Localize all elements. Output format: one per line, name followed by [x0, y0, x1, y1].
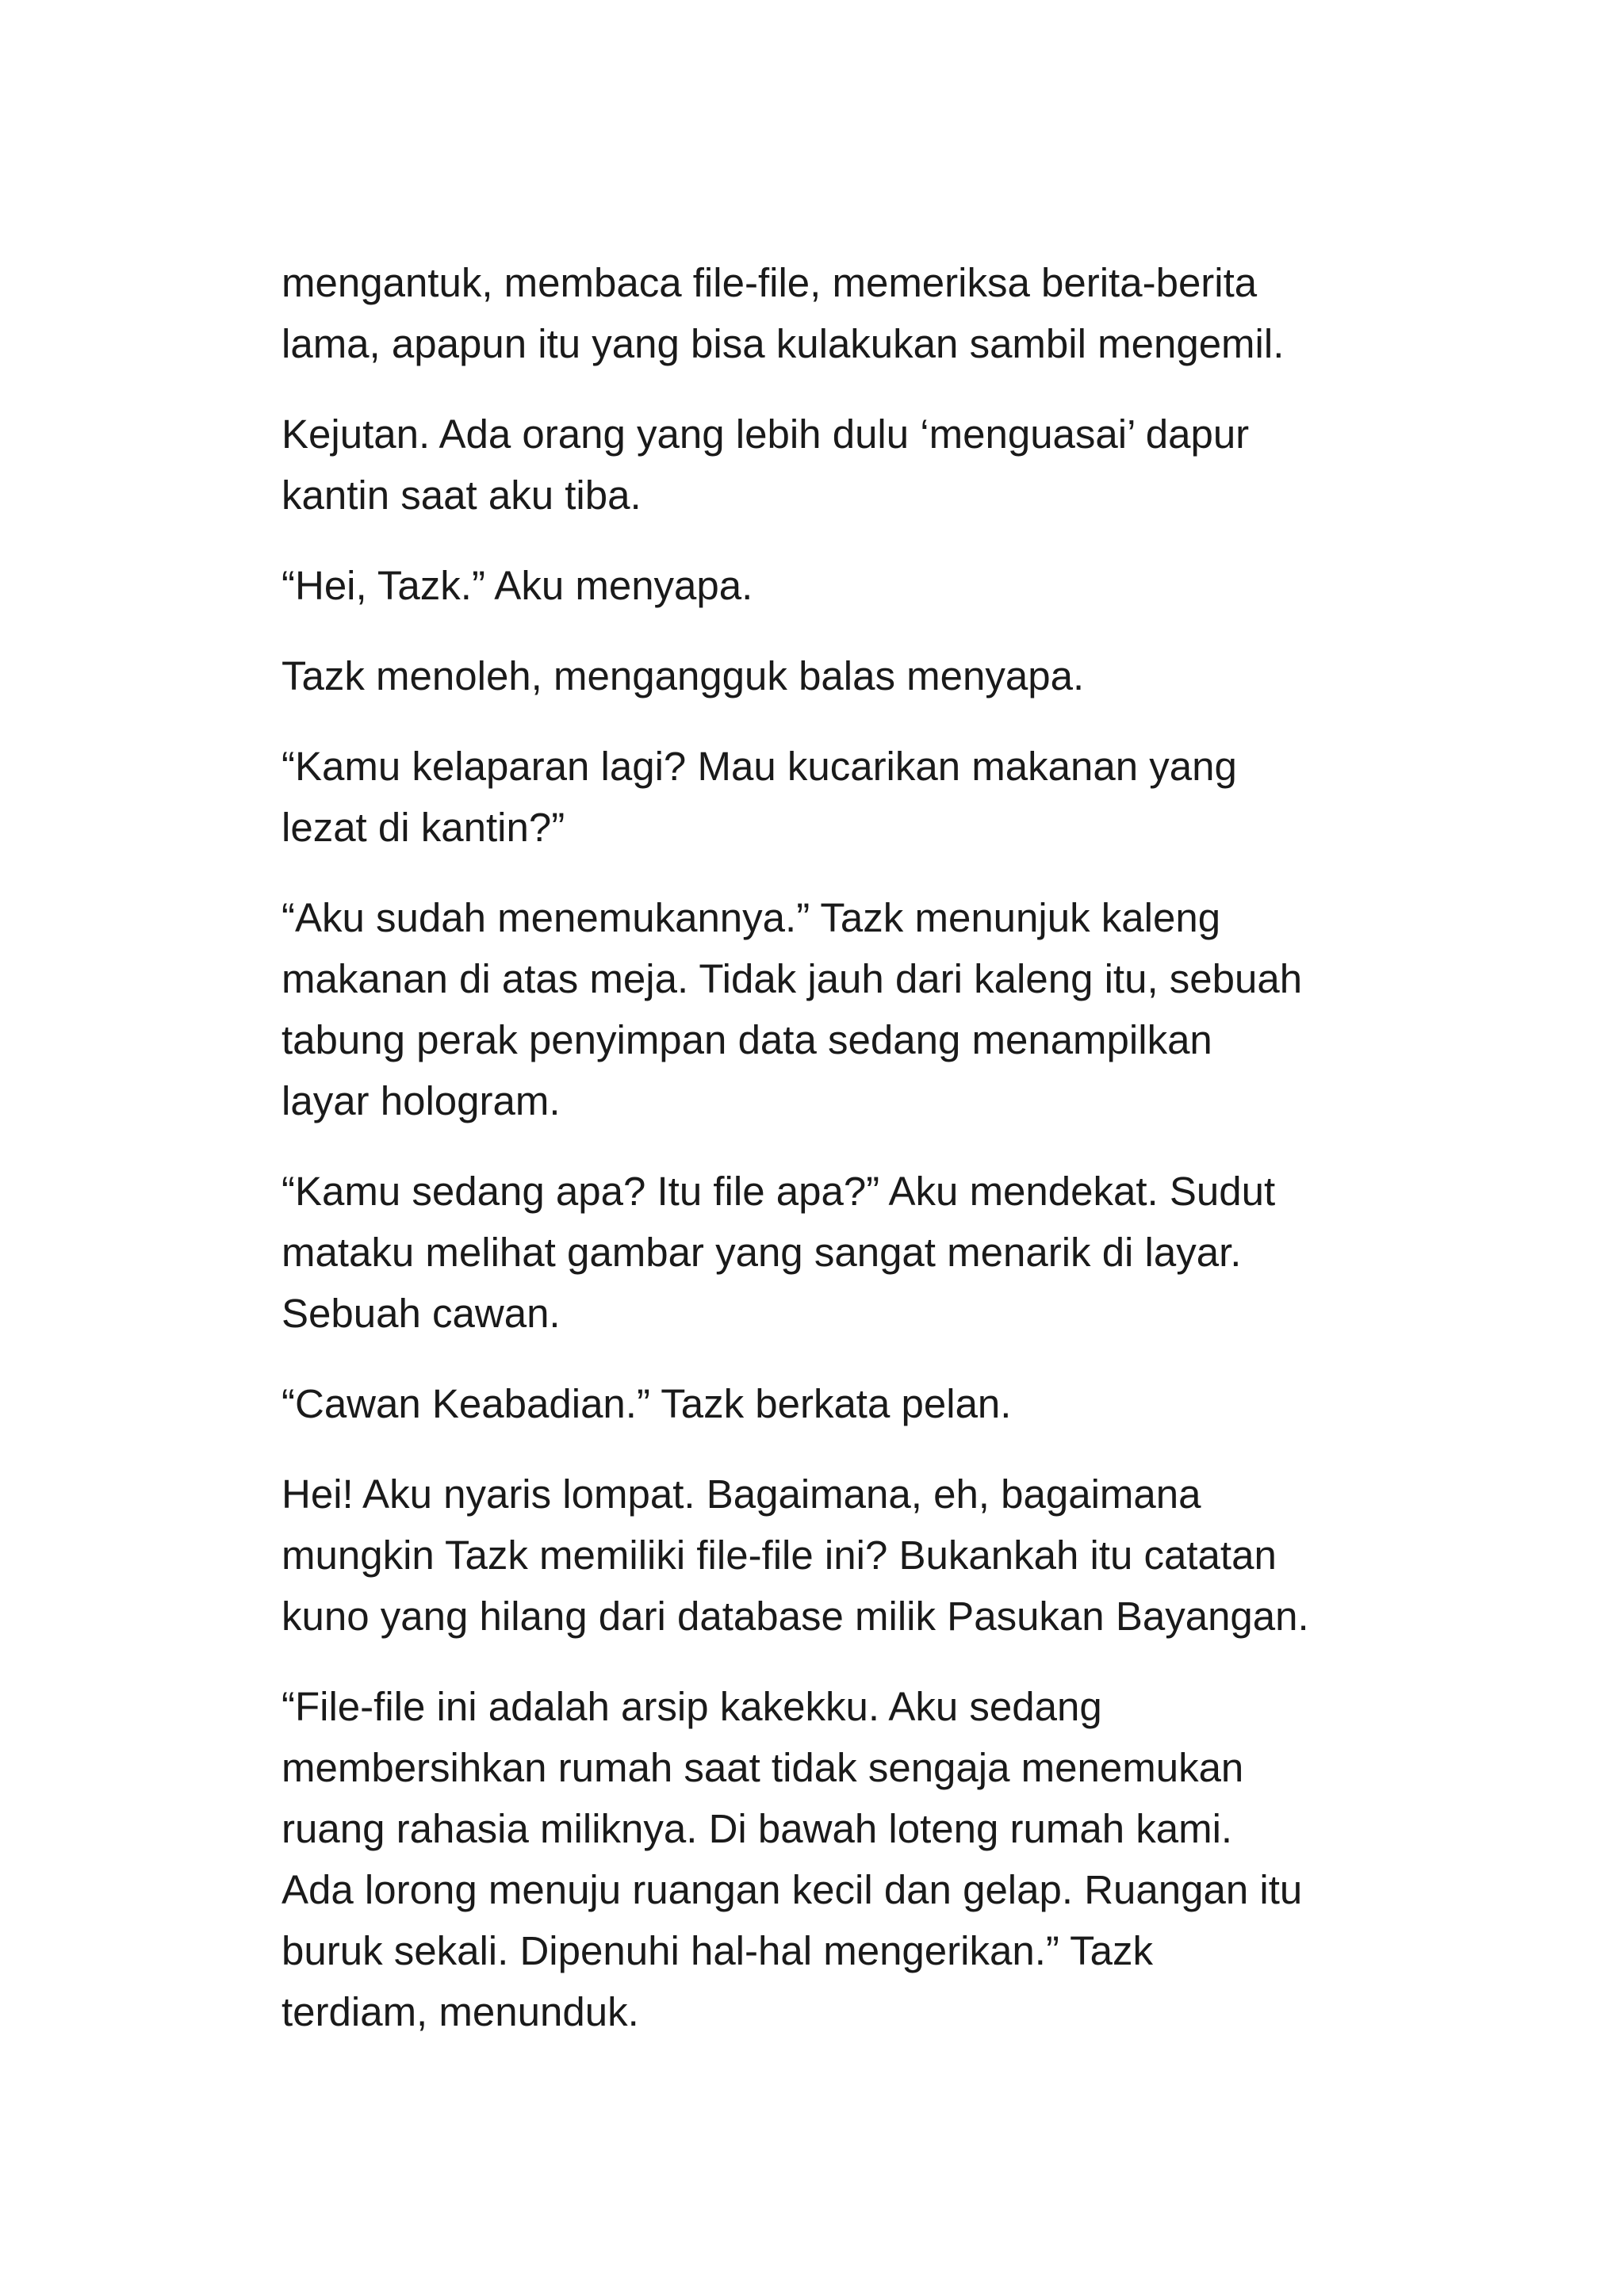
- paragraph-9: Hei! Aku nyaris lompat. Bagaimana, eh, bagaimana mungkin Tazk memiliki file-file ini? Bukankah itu catatan kuno yang hilang dari database milik Pasukan Bayangan.: [282, 1471, 1309, 1639]
- paragraph-6: “Aku sudah menemukannya.” Tazk menunjuk kaleng makanan di atas meja. Tidak jauh dari kaleng itu, sebuah tabung perak penyimpan data sedang menampilkan layar hologram.: [282, 895, 1303, 1123]
- paragraph-5: “Kamu kelaparan lagi? Mau kucarikan makanan yang lezat di kantin?”: [282, 744, 1237, 850]
- paragraph-2: Kejutan. Ada orang yang lebih dulu ‘menguasai’ dapur kantin saat aku tiba.: [282, 411, 1250, 518]
- paragraph-4: Tazk menoleh, mengangguk balas menyapa.: [282, 653, 1085, 698]
- paragraph-7: “Kamu sedang apa? Itu file apa?” Aku mendekat. Sudut mataku melihat gambar yang sangat menarik di layar. Sebuah cawan.: [282, 1169, 1276, 1336]
- paragraph-8: “Cawan Keabadian.” Tazk berkata pelan.: [282, 1381, 1012, 1426]
- paragraph-10: “File-file ini adalah arsip kakekku. Aku sedang membersihkan rumah saat tidak sengaja menemukan ruang rahasia miliknya. Di bawah loteng rumah kami. Ada lorong menuju ruangan kecil dan gelap. Ruangan itu buruk sekali. Dipenuhi hal-hal mengerikan.” Tazk terdiam, menunduk.: [282, 1684, 1303, 2034]
- paragraph-1: mengantuk, membaca file-file, memeriksa berita-berita lama, apapun itu yang bisa kulakukan sambil mengemil.: [282, 260, 1285, 366]
- paragraph-3: “Hei, Tazk.” Aku menyapa.: [282, 563, 753, 608]
- page-body: [282, 252, 1392, 2072]
